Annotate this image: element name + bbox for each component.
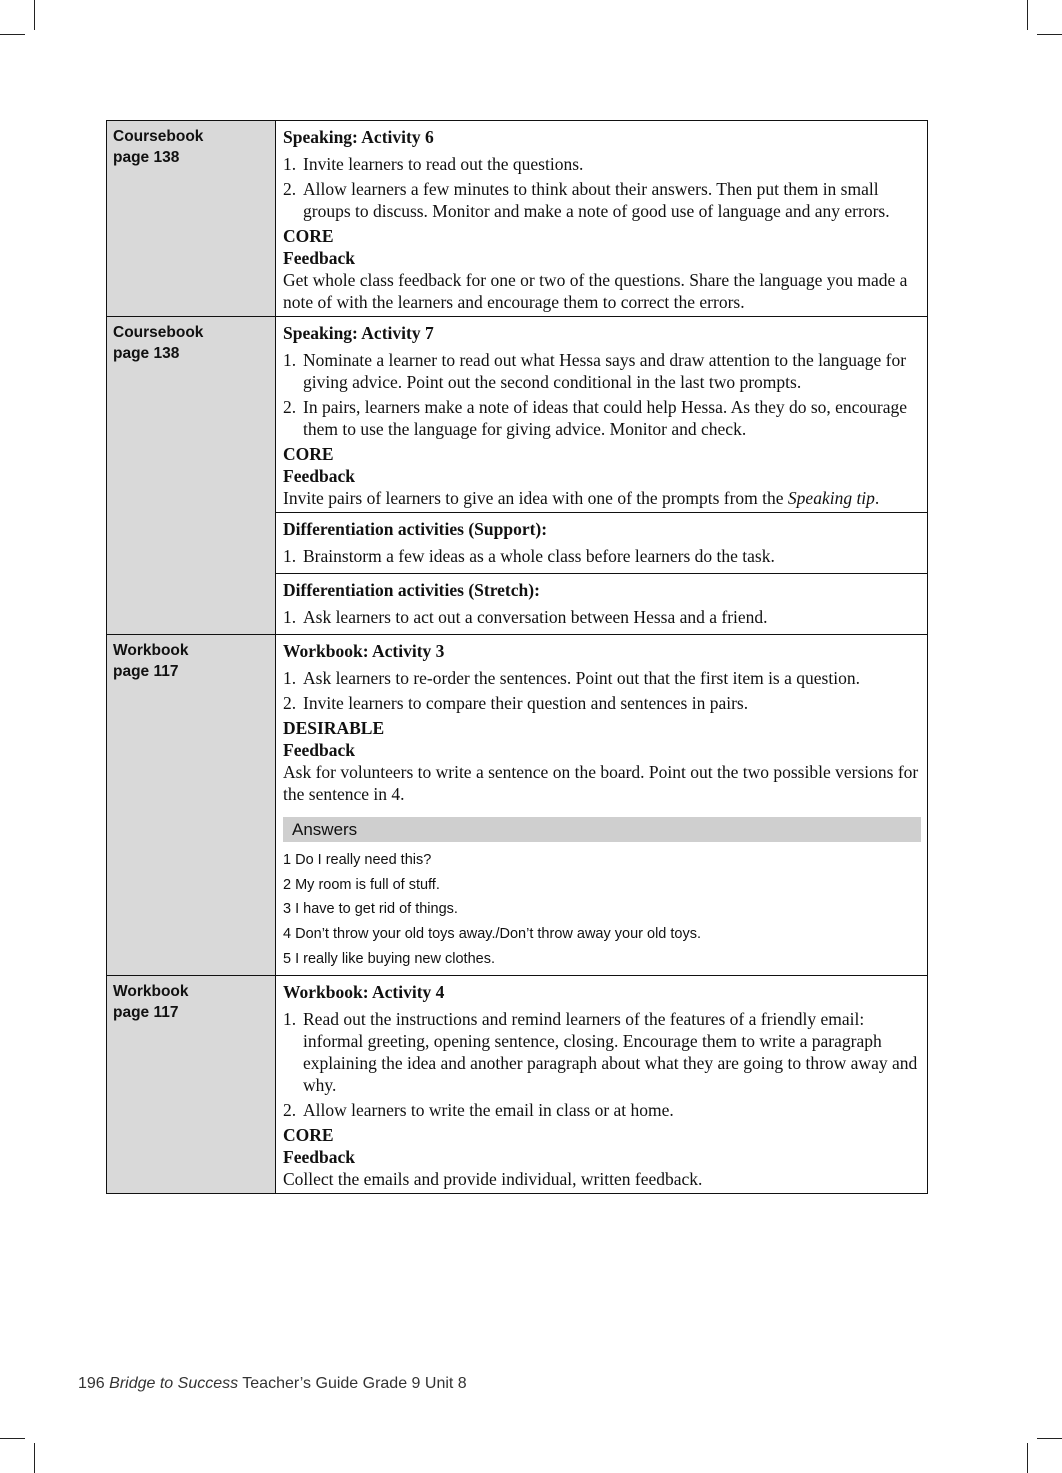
crop-mark bbox=[0, 1438, 25, 1439]
crop-mark bbox=[1027, 1443, 1028, 1473]
footer-subtitle: Teacher’s Guide Grade 9 Unit 8 bbox=[242, 1375, 467, 1392]
stretch-cell bbox=[276, 574, 928, 635]
answer-item: 1 Do I really need this? bbox=[283, 852, 432, 868]
activity-title: Speaking: Activity 7 bbox=[283, 323, 434, 343]
support-cell bbox=[276, 513, 928, 574]
book-title: Bridge to Success bbox=[109, 1375, 239, 1392]
level-label: CORE bbox=[283, 1124, 334, 1145]
reference-cell bbox=[107, 635, 276, 976]
answer-item: 5 I really like buying new clothes. bbox=[283, 950, 495, 967]
list-item: 1. Read out the instructions and remind learners of the features of a friendly email: informal greeting, opening sentence, closing. Encourage them to write a paragraph explaining the idea and another paragraph about what they are going to throw away and why. bbox=[283, 1008, 918, 1095]
table-row bbox=[107, 317, 928, 513]
list-item: 1. Invite learners to read out the questions. bbox=[283, 154, 584, 174]
feedback-label: Feedback bbox=[283, 740, 355, 760]
list-item: 2. Allow learners to write the email in class or at home. bbox=[283, 1099, 674, 1120]
reference-source: Workbook bbox=[113, 642, 189, 659]
support-title: Differentiation activities (Support): bbox=[283, 519, 548, 539]
step-list bbox=[283, 349, 921, 440]
level-label: CORE bbox=[283, 444, 334, 464]
stretch-title: Differentiation activities (Stretch): bbox=[283, 580, 540, 600]
answer-item: 4 Don’t throw your old toys away./Don’t throw away your old toys. bbox=[283, 926, 702, 943]
list-item: 2. Invite learners to compare their question and sentences in pairs. bbox=[283, 693, 749, 713]
feedback-label: Feedback bbox=[283, 248, 355, 268]
crop-mark bbox=[1027, 0, 1028, 30]
reference-source: Workbook bbox=[113, 982, 189, 1000]
activity-cell bbox=[276, 635, 928, 976]
answers-heading: Answers bbox=[283, 817, 921, 842]
crop-mark bbox=[34, 1443, 35, 1473]
level-label: DESIRABLE bbox=[283, 718, 385, 738]
reference-source: Coursebook bbox=[113, 324, 204, 341]
feedback-label: Feedback bbox=[283, 1146, 355, 1167]
reference-page: page 117 bbox=[113, 663, 179, 680]
list-item: 2. Allow learners a few minutes to think about their answers. Then put them in small groups to discuss. Monitor and make a note of good use of language and any errors. bbox=[283, 179, 890, 221]
list-item: 2. In pairs, learners make a note of ideas that could help Hessa. As they do so, encourage them to use the language for giving advice. Monitor and check. bbox=[283, 397, 908, 439]
step-list bbox=[283, 606, 921, 628]
step-list bbox=[283, 1008, 921, 1121]
crop-mark bbox=[1037, 1438, 1062, 1439]
step-list bbox=[283, 667, 921, 714]
reference-page: page 138 bbox=[113, 149, 180, 166]
page-number: 196 bbox=[78, 1375, 105, 1392]
activity-title: Speaking: Activity 6 bbox=[283, 127, 434, 147]
reference-source: Coursebook bbox=[113, 128, 204, 145]
feedback-text: Collect the emails and provide individual, written feedback. bbox=[283, 1168, 703, 1189]
level-label: CORE bbox=[283, 226, 334, 246]
reference-page: page 117 bbox=[113, 1003, 179, 1021]
feedback-text: Invite pairs of learners to give an idea with one of the prompts from the Speaking tip. bbox=[283, 488, 880, 508]
activity-cell bbox=[276, 121, 928, 317]
activity-cell bbox=[276, 975, 928, 1193]
list-item: 1. Ask learners to re-order the sentences. Point out that the first item is a question. bbox=[283, 668, 860, 688]
reference-cell bbox=[107, 975, 276, 1193]
step-list bbox=[283, 153, 921, 222]
crop-mark bbox=[1037, 34, 1062, 35]
activity-title: Workbook: Activity 4 bbox=[283, 981, 445, 1002]
speaking-tip-reference: Speaking tip bbox=[787, 488, 875, 508]
feedback-text: Ask for volunteers to write a sentence on the board. Point out the two possible versions for the sentence in 4. bbox=[283, 762, 919, 804]
reference-cell bbox=[107, 121, 276, 317]
step-list bbox=[283, 545, 921, 567]
reference-page: page 138 bbox=[113, 345, 180, 362]
list-item: 1. Ask learners to act out a conversation between Hessa and a friend. bbox=[283, 607, 768, 627]
feedback-text: Get whole class feedback for one or two of the questions. Share the language you made a note of with the learners and encourage them to correct the errors. bbox=[283, 270, 908, 312]
activity-title: Workbook: Activity 3 bbox=[283, 641, 445, 661]
lesson-plan-table bbox=[106, 120, 928, 1194]
activity-cell bbox=[276, 317, 928, 513]
table-row bbox=[107, 635, 928, 976]
answer-item: 2 My room is full of stuff. bbox=[283, 876, 440, 893]
list-item: 1. Nominate a learner to read out what Hessa says and draw attention to the language for giving advice. Point out the second conditional in the last two prompts. bbox=[283, 350, 907, 392]
answer-item: 3 I have to get rid of things. bbox=[283, 901, 458, 918]
crop-mark bbox=[34, 0, 35, 30]
feedback-label: Feedback bbox=[283, 466, 355, 486]
reference-cell bbox=[107, 317, 276, 635]
list-item: 1. Brainstorm a few ideas as a whole class before learners do the task. bbox=[283, 546, 775, 566]
page-footer bbox=[78, 1375, 467, 1393]
table-row bbox=[107, 975, 928, 1193]
crop-mark bbox=[0, 34, 25, 35]
table-row bbox=[107, 121, 928, 317]
